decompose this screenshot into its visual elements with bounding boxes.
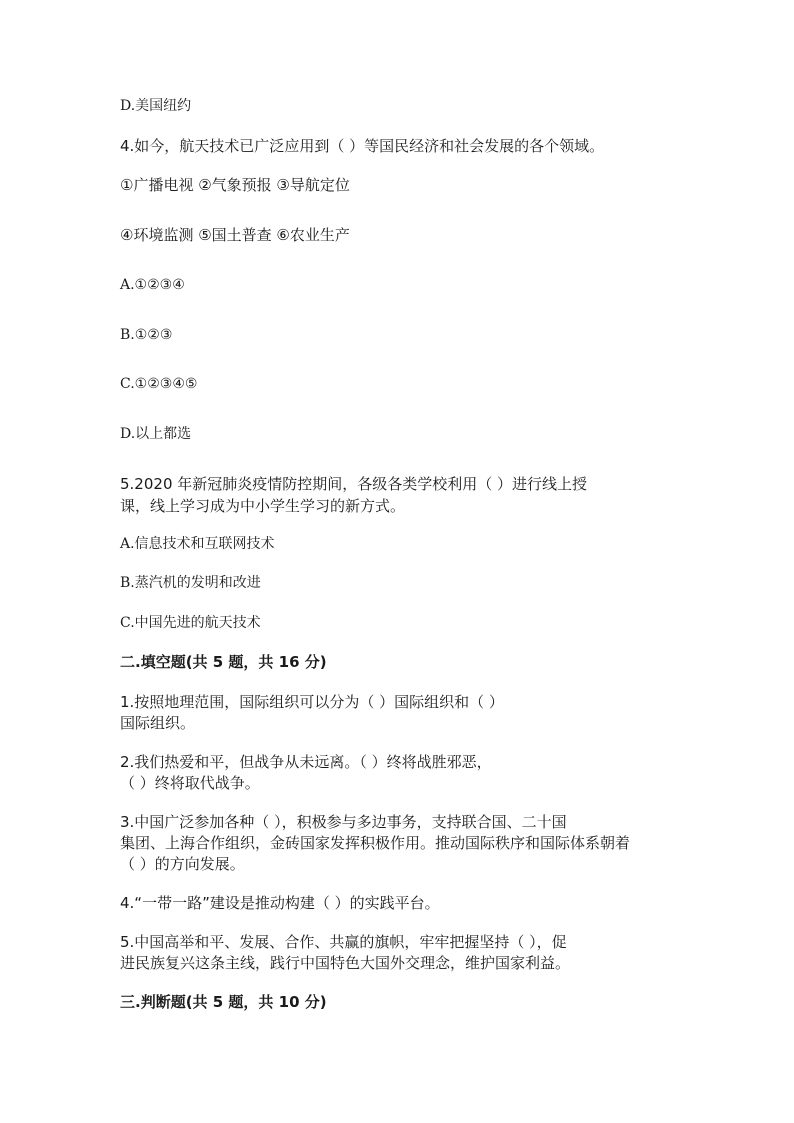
q5-option-c: C.中国先进的航天技术 [120, 615, 261, 631]
q5-stem-line-1: 5.2020 年新冠肺炎疫情防控期间，各级各类学校利用（ ）进行线上授 [120, 475, 588, 493]
s2-q4-line-1: 4.“一带一路”建设是推动构建（ ）的实践平台。 [120, 894, 440, 912]
q5-stem-line-2: 课，线上学习成为中小学生学习的新方式。 [120, 497, 406, 515]
s2-q5-line-1: 5.中国高举和平、发展、合作、共赢的旗帜，牢牢把握坚持（ ），促 [120, 933, 567, 951]
s2-q5-line-2: 进民族复兴这条主线，践行中国特色大国外交理念，维护国家利益。 [120, 954, 571, 972]
section-3-title: 三.判断题(共 5 题，共 10 分) [120, 993, 327, 1011]
s2-q2-line-1: 2.我们热爱和平，但战争从未远离。（ ）终将战胜邪恶， [120, 753, 492, 771]
section-2-title: 二.填空题(共 5 题，共 16 分) [120, 653, 327, 671]
s2-q1-line-1: 1.按照地理范围，国际组织可以分为（ ）国际组织和（ ） [120, 693, 504, 711]
q4-option-d: D.以上都选 [120, 426, 192, 442]
q4-stem: 4.如今，航天技术已广泛应用到（ ）等国民经济和社会发展的各个领域。 [120, 137, 605, 155]
s2-q3-line-1: 3.中国广泛参加各种（ ），积极参与多边事务，支持联合国、二十国 [120, 813, 567, 831]
q4-items-line-1: ①广播电视 ②气象预报 ③导航定位 [120, 176, 350, 194]
q5-option-b: B.蒸汽机的发明和改进 [120, 575, 261, 591]
s2-q1-line-2: 国际组织。 [120, 714, 196, 732]
q3-option-d: D.美国纽约 [120, 98, 192, 114]
q4-items-line-2: ④环境监测 ⑤国土普查 ⑥农业生产 [120, 226, 350, 244]
q4-option-b: B.①②③ [120, 327, 173, 343]
q4-option-c: C.①②③④⑤ [120, 376, 198, 392]
s2-q3-line-3: （ ）的方向发展。 [120, 855, 245, 873]
s2-q2-line-2: （ ）终将取代战争。 [120, 774, 260, 792]
q5-option-a: A.信息技术和互联网技术 [120, 536, 275, 552]
q4-option-a: A.①②③④ [120, 277, 185, 293]
s2-q3-line-2: 集团、上海合作组织，金砖国家发挥积极作用。推动国际秩序和国际体系朝着 [120, 834, 631, 852]
